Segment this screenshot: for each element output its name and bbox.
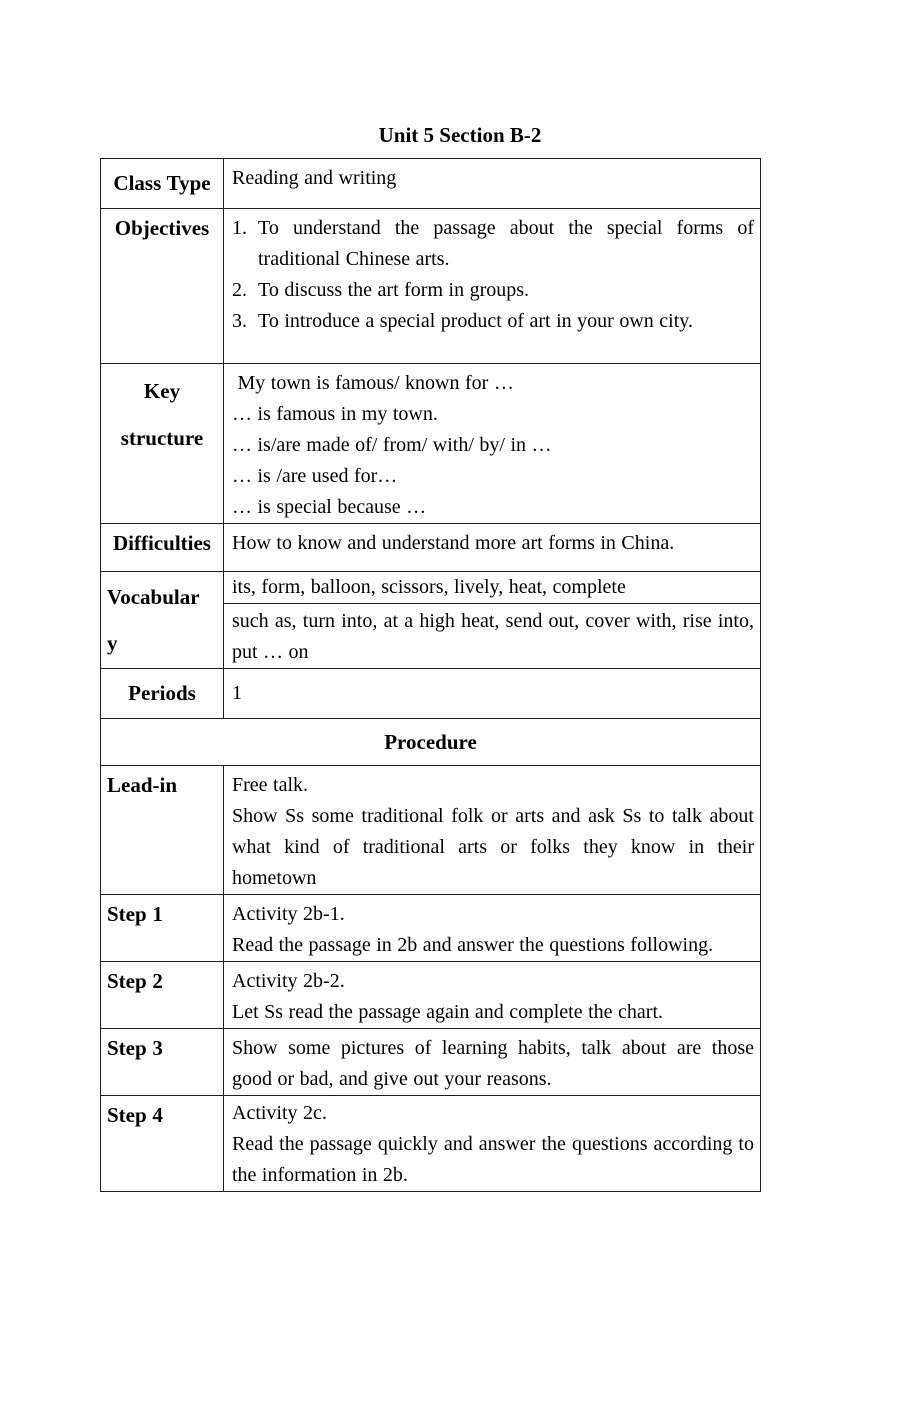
key-structure-line: … is /are used for… [232, 465, 398, 487]
objective-text: To discuss the art form in groups. [258, 279, 530, 301]
row-objectives [101, 209, 761, 364]
row-key-structure [101, 364, 761, 524]
row-step-1 [101, 895, 761, 962]
step4-label: Step 4 [101, 1096, 224, 1192]
step2-label: Step 2 [101, 962, 224, 1029]
step1-line: Activity 2b-1. [232, 903, 345, 925]
difficulties-label: Difficulties [101, 524, 224, 572]
step4-content [224, 1096, 761, 1192]
objective-text: To understand the passage about the special forms of traditional Chinese arts. [258, 217, 754, 270]
key-structure-line: … is/are made of/ from/ with/ by/ in … [232, 434, 552, 456]
procedure-header: Procedure [101, 719, 761, 766]
row-lead-in [101, 766, 761, 895]
key-structure-label: Key structure [101, 364, 224, 524]
objective-number: 3. [232, 310, 247, 332]
vocabulary-phrases: such as, turn into, at a high heat, send out, cover with, rise into, put … on [224, 604, 761, 669]
periods-value: 1 [224, 669, 761, 719]
objective-number: 2. [232, 279, 247, 301]
step1-line: Read the passage in 2b and answer the questions following. [232, 934, 714, 956]
step2-line: Let Ss read the passage again and complete the chart. [232, 1001, 663, 1023]
key-structure-lines [224, 364, 761, 524]
objective-text: To introduce a special product of art in your own city. [258, 310, 693, 332]
lead-in-label: Lead-in [101, 766, 224, 895]
step3-paragraph: Show some pictures of learning habits, talk about are those good or bad, and give out your reasons. [232, 1037, 754, 1090]
row-step-2 [101, 962, 761, 1029]
key-structure-line: My town is famous/ known for … [232, 372, 514, 394]
vocabulary-label: Vocabulary [101, 572, 224, 669]
vocabulary-words: its, form, balloon, scissors, lively, heat, complete [224, 572, 761, 604]
difficulties-value: How to know and understand more art forms in China. [224, 524, 761, 572]
row-procedure-header [101, 719, 761, 766]
lead-in-content [224, 766, 761, 895]
objective-item [232, 213, 754, 275]
objective-item [232, 275, 754, 306]
key-structure-line: … is famous in my town. [232, 403, 438, 425]
objective-number: 1. [232, 217, 247, 239]
step1-content [224, 895, 761, 962]
periods-label: Periods [101, 669, 224, 719]
lead-in-paragraph: Show Ss some traditional folk or arts and ask Ss to talk about what kind of traditional arts or folks they know in their hometown [232, 805, 754, 889]
lesson-plan-table [100, 158, 761, 1192]
step2-line: Activity 2b-2. [232, 970, 345, 992]
objectives-list [224, 209, 761, 364]
page-title: Unit 5 Section B-2 [378, 123, 542, 147]
row-difficulties [101, 524, 761, 572]
row-step-3 [101, 1029, 761, 1096]
step3-content [224, 1029, 761, 1096]
class-type-value: Reading and writing [224, 159, 761, 209]
class-type-label: Class Type [101, 159, 224, 209]
step2-content [224, 962, 761, 1029]
row-periods [101, 669, 761, 719]
step3-label: Step 3 [101, 1029, 224, 1096]
row-vocabulary-1 [101, 572, 761, 604]
step4-paragraph: Read the passage quickly and answer the questions according to the information in 2b. [232, 1133, 754, 1186]
step1-label: Step 1 [101, 895, 224, 962]
lead-in-line: Free talk. [232, 774, 309, 796]
row-step-4 [101, 1096, 761, 1192]
objectives-label: Objectives [101, 209, 224, 364]
row-class-type [101, 159, 761, 209]
step4-line: Activity 2c. [232, 1102, 327, 1124]
objective-item [232, 306, 754, 337]
key-structure-line: … is special because … [232, 496, 427, 518]
